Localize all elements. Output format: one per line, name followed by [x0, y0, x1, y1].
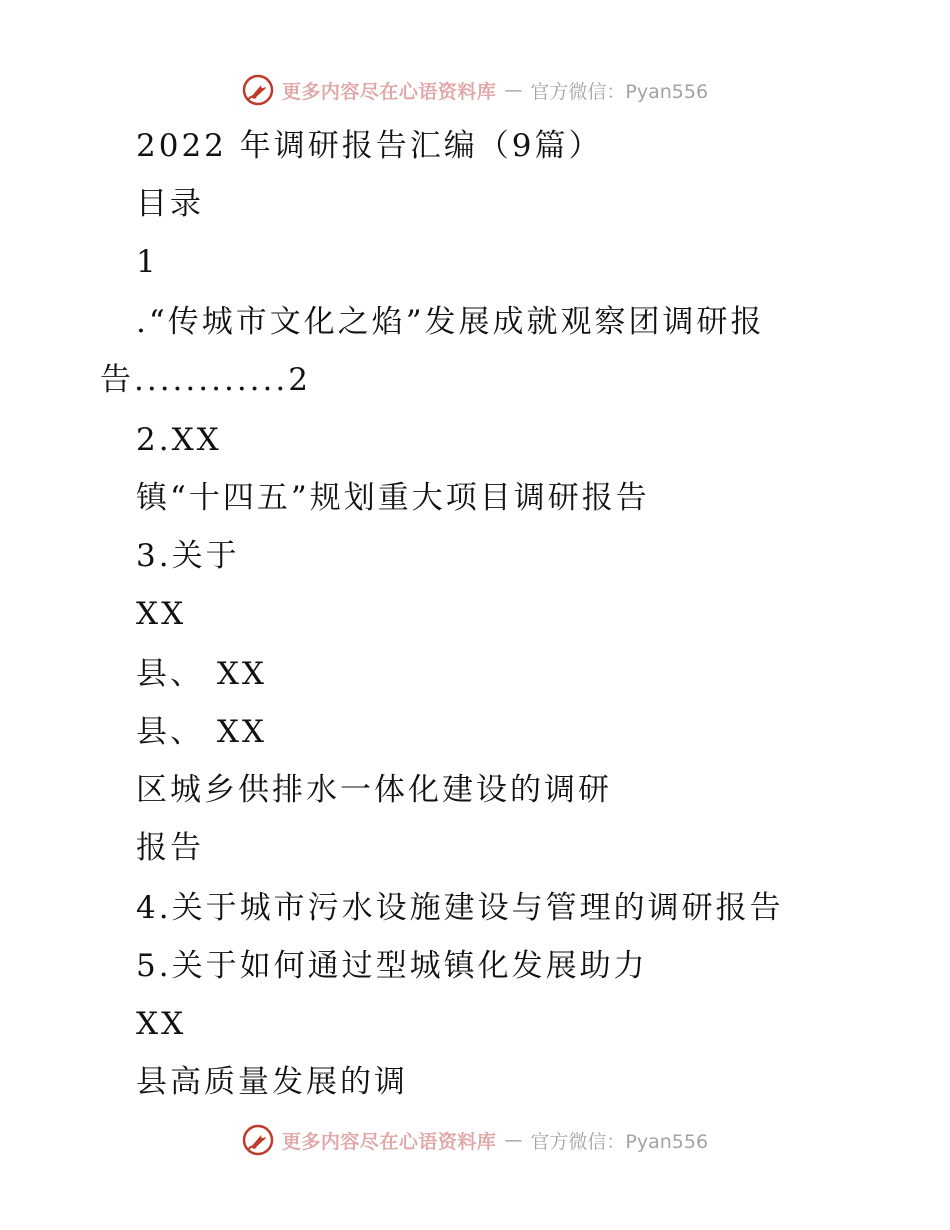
- toc-line: 4.关于城市污水设施建设与管理的调研报告: [136, 890, 784, 926]
- watermark-separator: —: [504, 79, 523, 101]
- toc-line: 县、 XX: [136, 656, 267, 692]
- toc-line: 2.XX: [136, 422, 222, 458]
- toc-line: 县、 XX: [136, 714, 267, 750]
- header-watermark: [0, 70, 950, 110]
- footer-watermark: [0, 1120, 950, 1160]
- toc-line: XX: [136, 596, 187, 632]
- watermark-site-text: 更多内容尽在心语资料库: [281, 80, 497, 103]
- watermark-site-text: 更多内容尽在心语资料库: [281, 1130, 497, 1153]
- toc-heading: 目录: [136, 186, 204, 222]
- toc-line: 3.关于: [136, 538, 240, 574]
- toc-line: 1: [136, 244, 159, 280]
- watermark-contact: 官方微信：Pyan556: [530, 80, 709, 103]
- toc-line: .“传城市文化之焰”发展成就观察团调研报: [136, 304, 765, 340]
- toc-line: XX: [136, 1006, 187, 1042]
- toc-line: 区城乡供排水一体化建设的调研: [136, 772, 612, 808]
- document-title: 2022 年调研报告汇编（9篇）: [136, 128, 603, 164]
- toc-line: 镇“十四五”规划重大项目调研报告: [136, 480, 650, 516]
- pen-nib-logo-icon: [242, 74, 274, 106]
- watermark-contact: 官方微信：Pyan556: [530, 1130, 709, 1153]
- toc-line: 县高质量发展的调: [136, 1064, 408, 1100]
- toc-line: 告............2: [100, 362, 311, 398]
- toc-line: 5.关于如何通过型城镇化发展助力: [136, 948, 648, 984]
- pen-nib-logo-icon: [242, 1124, 274, 1156]
- toc-line: 报告: [136, 830, 204, 866]
- watermark-separator: —: [504, 1129, 523, 1151]
